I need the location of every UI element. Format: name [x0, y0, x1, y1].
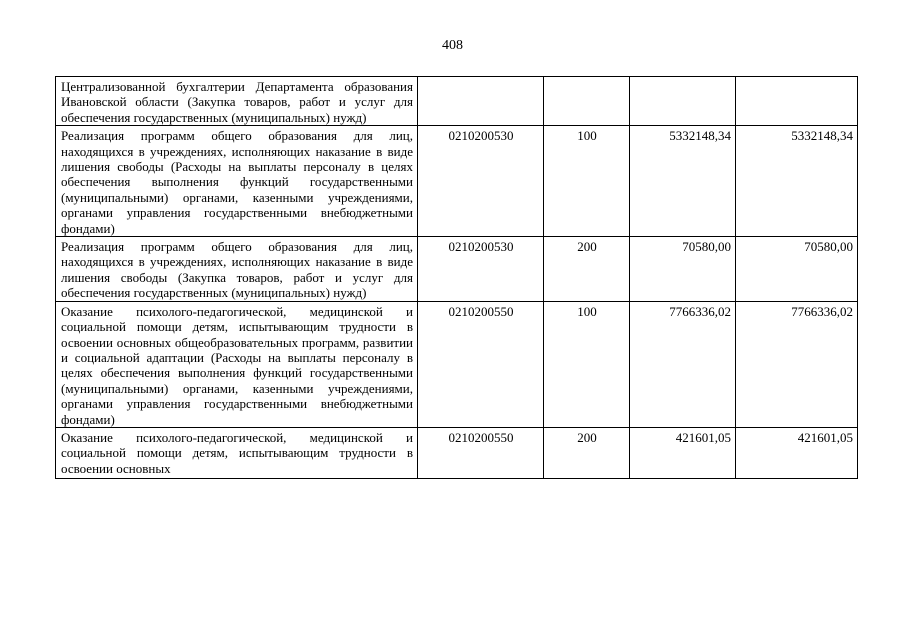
row-description: Реализация программ общего образования для лиц, находящихся в учреждениях, исполняющих наказание в виде лишения свободы (Закупка товаров, работ и услуг для обеспечения государственных (муниципальных) нужд) [56, 237, 418, 302]
row-code: 0210200550 [418, 301, 544, 427]
row-expense-type: 100 [544, 301, 630, 427]
row-code: 0210200530 [418, 126, 544, 237]
row-sum-1: 7766336,02 [630, 301, 736, 427]
table-row [56, 427, 858, 478]
table-row [56, 77, 858, 126]
page-number: 408 [442, 38, 463, 53]
row-code: 0210200550 [418, 427, 544, 478]
table-row [56, 126, 858, 237]
row-description: Централизованной бухгалтерии Департамента образования Ивановской области (Закупка товаров, работ и услуг для обеспечения государственных (муниципальных) нужд) [56, 77, 418, 126]
row-sum-2: 7766336,02 [736, 301, 858, 427]
table-row [56, 301, 858, 427]
row-code [418, 77, 544, 126]
row-description: Оказание психолого-педагогической, медицинской и социальной помощи детям, испытывающим трудности в освоении основных общеобразовательных программ, развитии и социальной адаптации (Расходы на выплаты персоналу в целях обеспечения выполнения функций государственными (муниципальными) органами, казенными учреждениями, органами управления государственными внебюджетными фондами) [56, 301, 418, 427]
budget-table [55, 76, 858, 479]
row-sum-1: 70580,00 [630, 237, 736, 302]
row-sum-1 [630, 77, 736, 126]
row-description: Реализация программ общего образования для лиц, находящихся в учреждениях, исполняющих наказание в виде лишения свободы (Расходы на выплаты персоналу в целях обеспечения выполнения функций государственными (муниципальными) органами, казенными учреждениями, органами управления государственными внебюджетными фондами) [56, 126, 418, 237]
row-description: Оказание психолого-педагогической, медицинской и социальной помощи детям, испытывающим трудности в освоении основных [56, 427, 418, 478]
row-sum-1: 421601,05 [630, 427, 736, 478]
row-sum-2: 70580,00 [736, 237, 858, 302]
row-code: 0210200530 [418, 237, 544, 302]
row-sum-2: 421601,05 [736, 427, 858, 478]
row-sum-1: 5332148,34 [630, 126, 736, 237]
row-expense-type: 200 [544, 237, 630, 302]
row-sum-2 [736, 77, 858, 126]
row-expense-type: 100 [544, 126, 630, 237]
row-sum-2: 5332148,34 [736, 126, 858, 237]
row-expense-type [544, 77, 630, 126]
table-row [56, 237, 858, 302]
row-expense-type: 200 [544, 427, 630, 478]
